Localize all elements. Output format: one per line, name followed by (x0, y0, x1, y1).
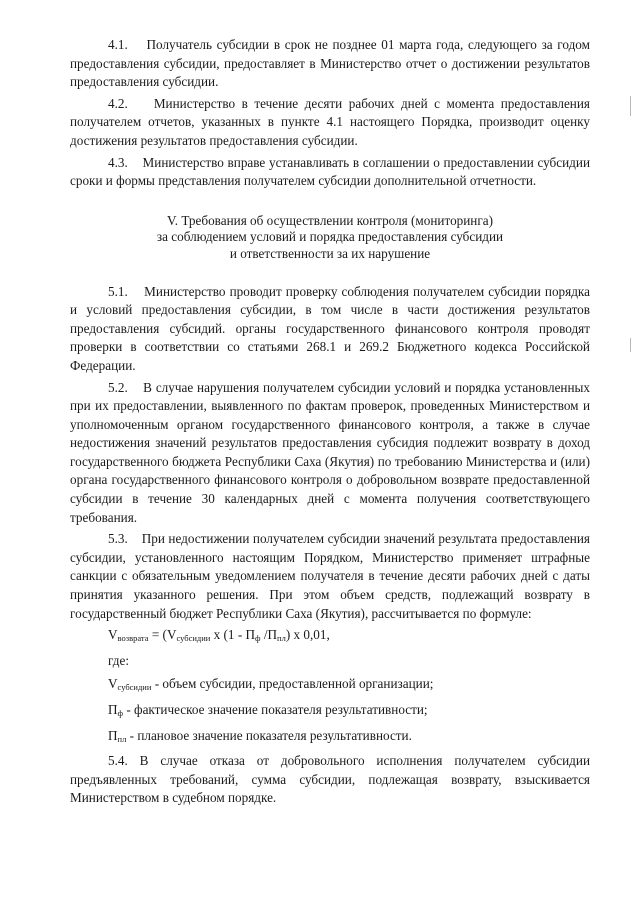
section-heading (70, 213, 590, 263)
document-body (70, 36, 590, 808)
paragraph-5-1: 5.1. Министерство проводит проверку соблюдения получателем субсидии порядка и условий предоставления субсидии, в том числе в части достижения результатов предоставления субсидий. органы государственного финансового контроля проводят проверки в соответствии со статьями 268.1 и 269.2 Бюджетного кодекса Российской Федерации. (70, 283, 590, 373)
paragraph-5-2: 5.2. В случае нарушения получателем субсидии условий и порядка установленных при их предоставлении, выявленного по фактам проверок, проведенных Министерством и уполномоченным органом государственного финансового контроля, а также в случае недостижения значений результатов предоставления субсидия подлежит возврату в доход государственного бюджета Республики Саха (Якутия) по требованию Министерства и (или) органа государственного финансового контроля о добровольном возврате предоставленной субсидии в течение 30 календарных дней с момента получения соответствующего требования. (70, 379, 590, 525)
definition-pf: $П_ф$ - фактическое значение показателя результативности; (108, 702, 428, 719)
paragraph-4-1: 4.1. Получатель субсидии в срок не позднее 01 марта года, следующего за годом предоставления субсидии, предоставляет в Министерство отчет о достижении результатов предоставления субсидии. (70, 37, 590, 90)
paragraph-4-3: 4.3. Министерство вправе устанавливать в соглашении о предоставлении субсидии сроки и формы представления получателем субсидии дополнительной отчетности. (70, 154, 591, 189)
formula-where: где: (108, 653, 129, 669)
paragraph-5-3: 5.3. При недостижении получателем субсидии значений результата предоставления субсидии, установленного настоящим Порядком, Министерство применяет штрафные санкции с обязательным уведомлением получателя в течение десяти рабочих дней с даты принятия указанного решения. При этом объем средств, подлежащий возврату в государственный бюджет Республики Саха (Якутия), рассчитывается по формуле: (70, 531, 590, 621)
definition-ppl: $П_{пл}$ - плановое значение показателя результативности. (108, 728, 412, 745)
paragraph-4-2: 4.2. Министерство в течение десяти рабочих дней с момента предоставления получателем отчетов, указанных в пункте 4.1 настоящего Порядка, производит оценку достижения результатов предоставления субсидии. (70, 95, 590, 148)
heading-line-1: V. Требования об осуществлении контроля (мониторинга) (166, 212, 494, 228)
scan-edge-mark (630, 338, 631, 352)
scan-edge-mark (630, 96, 631, 116)
definition-v: $V_{субсидии}$ - объем субсидии, предоставленной организации; (108, 676, 434, 693)
formula: $V_{возврата} = (V_{субсидии}$ x ($1 - П_ф$ $/П_{пл}$) x 0,01, (108, 627, 330, 644)
paragraph-5-4: 5.4. В случае отказа от добровольного исполнения получателем субсидии предъявленных требований, сумма субсидии, подлежащая возврату, взыскивается Министерством в судебном порядке. (70, 753, 590, 806)
heading-line-2: за соблюдением условий и порядка предоставления субсидии (156, 229, 504, 245)
heading-line-3: и ответственности за их нарушение (229, 245, 431, 261)
